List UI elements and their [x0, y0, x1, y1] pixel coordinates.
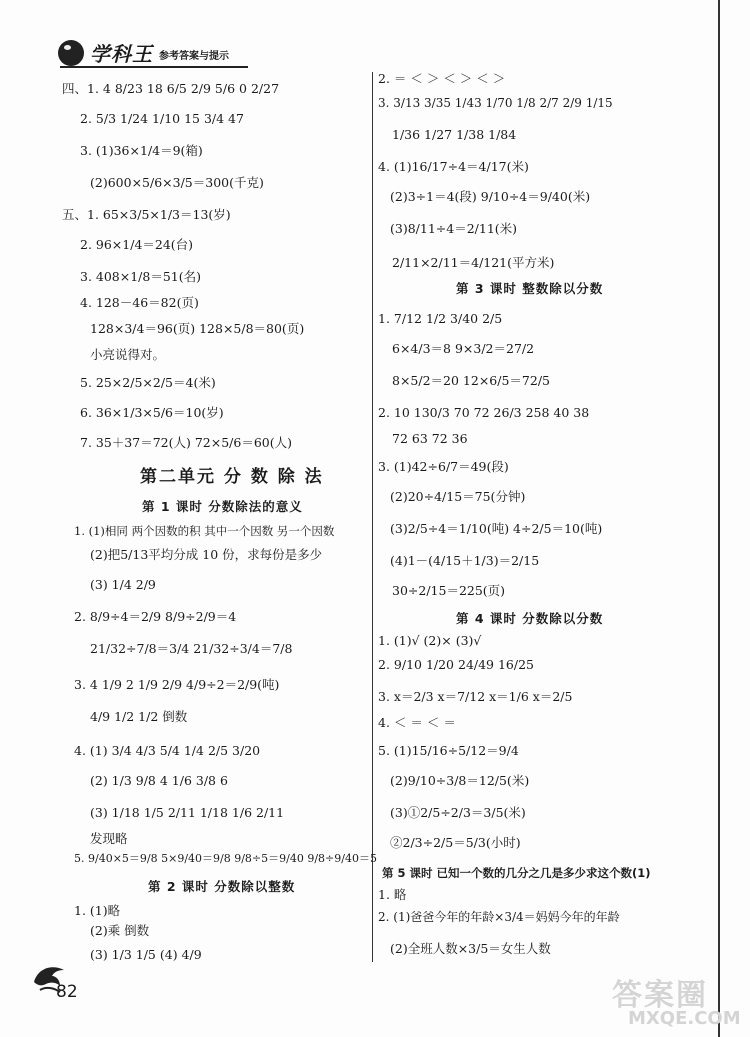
answer-line: (2)3÷1＝4(段) 9/10÷4＝9/40(米)	[390, 189, 591, 204]
answer-line: 4. 128－46＝82(页)	[80, 295, 199, 310]
answer-line: 2. 8/9÷4＝2/9 8/9÷2/9＝4	[74, 609, 237, 624]
answer-line: ②2/3÷2/5＝5/3(小时)	[390, 835, 521, 850]
brand-logo: 学科王	[90, 42, 153, 66]
answer-line: (2)乘 倒数	[90, 923, 150, 938]
answer-line: 1. (1)略	[74, 903, 121, 918]
answer-line: 1. 略	[378, 887, 407, 902]
unit-title: 第二单元 分 数 除 法	[140, 467, 324, 487]
answer-line: (2)20÷4/15＝75(分钟)	[390, 489, 526, 504]
answer-line: 2. (1)爸爸今年的年龄×3/4＝妈妈今年的年龄	[378, 910, 620, 924]
answer-line: 3. 3/13 3/35 1/43 1/70 1/8 2/7 2/9 1/15	[378, 96, 613, 110]
header-subtitle: 参考答案与提示	[159, 51, 229, 62]
answer-line: 2. 10 130/3 70 72 26/3 258 40 38	[378, 405, 590, 420]
watermark-logo: 答案圈	[612, 978, 708, 1013]
answer-line: 128×3/4＝96(页) 128×5/8＝80(页)	[90, 321, 305, 336]
answer-line: (3) 1/18 1/5 2/11 1/18 1/6 2/11	[90, 805, 285, 820]
column-divider	[372, 72, 373, 962]
header-rule	[60, 66, 248, 68]
answer-line: (3)①2/5÷2/3＝3/5(米)	[390, 805, 526, 820]
answer-line: 6. 36×1/3×5/6＝10(岁)	[80, 405, 224, 420]
answer-line: (3)8/11÷4＝2/11(米)	[390, 221, 518, 236]
answer-line: (4)1－(4/15＋1/3)＝2/15	[390, 553, 540, 568]
answer-line: 2. 5/3 1/24 1/10 15 3/4 47	[80, 111, 244, 126]
answer-line: 21/32÷7/8＝3/4 21/32÷3/4＝7/8	[90, 641, 293, 656]
answer-line: 1/36 1/27 1/38 1/84	[392, 127, 517, 142]
answer-line: 4/9 1/2 1/2 倒数	[90, 709, 188, 724]
answer-line: (3) 1/4 2/9	[90, 577, 156, 592]
answer-line: 7. 35＋37＝72(人) 72×5/6＝60(人)	[80, 435, 292, 450]
answer-line: 3. x＝2/3 x＝7/12 x＝1/6 x＝2/5	[378, 689, 573, 704]
answer-line: 3. (1)36×1/4＝9(箱)	[80, 143, 203, 158]
answer-line: 6×4/3＝8 9×3/2＝27/2	[392, 341, 535, 356]
watermark-url: MXQE.COM	[628, 1008, 741, 1029]
answer-line: 2. ＝ ＜ ＞ ＜ ＞ ＜ ＞	[378, 71, 506, 86]
answer-line: 5. 25×2/5×2/5＝4(米)	[80, 375, 216, 390]
answer-line: 发现略	[90, 831, 128, 846]
answer-line: 小亮说得对。	[90, 347, 166, 362]
answer-line: 1. 7/12 1/2 3/40 2/5	[378, 311, 503, 326]
answer-line: (2)全班人数×3/5＝女生人数	[390, 941, 551, 956]
answer-line: 3. (1)42÷6/7＝49(段)	[378, 459, 509, 474]
answer-line: (2)9/10÷3/8＝12/5(米)	[390, 773, 530, 788]
lesson-title: 第 4 课时 分数除以分数	[456, 611, 604, 626]
answer-line: 四、1. 4 8/23 18 6/5 2/9 5/6 0 2/27	[62, 81, 280, 96]
answer-line: (2)600×5/6×3/5＝300(千克)	[90, 175, 264, 190]
answer-line: (3)2/5÷4＝1/10(吨) 4÷2/5＝10(吨)	[390, 521, 603, 536]
answer-line: (2) 1/3 9/8 4 1/6 3/8 6	[90, 773, 228, 788]
answer-line: 3. 4 1/9 2 1/9 2/9 4/9÷2＝2/9(吨)	[74, 677, 280, 692]
answer-line: 2. 96×1/4＝24(台)	[80, 237, 194, 252]
lesson-title: 第 3 课时 整数除以分数	[456, 281, 604, 296]
answer-line: 5. 9/40×5＝9/8 5×9/40＝9/8 9/8÷5＝9/40 9/8÷9/40＝5	[74, 852, 377, 865]
answer-line: 72 63 72 36	[392, 431, 468, 446]
lesson-title: 第 2 课时 分数除以整数	[148, 879, 296, 894]
answer-line: 2. 9/10 1/20 24/49 16/25	[378, 657, 535, 672]
answer-line: 30÷2/15＝225(页)	[392, 583, 506, 598]
answer-line: 1. (1)√ (2)× (3)√	[378, 633, 482, 648]
answer-line: 2/11×2/11＝4/121(平方米)	[392, 255, 555, 270]
answer-line: (2)把5/13平均分成 10 份，求每份是多少	[90, 547, 323, 562]
answer-line: 4. ＜ ＝ ＜ ＝	[378, 715, 456, 730]
answer-line: 8×5/2＝20 12×6/5＝72/5	[392, 373, 550, 388]
answer-line: 3. 408×1/8＝51(名)	[80, 269, 202, 284]
lesson-title: 第 1 课时 分数除法的意义	[142, 499, 303, 514]
volleyball-logo-icon	[58, 40, 84, 66]
answer-line: 1. (1)相同 两个因数的积 其中一个因数 另一个因数	[74, 524, 335, 538]
answer-line: 4. (1) 3/4 4/3 5/4 1/4 2/5 3/20	[74, 743, 261, 758]
answer-line: 五、1. 65×3/5×1/3＝13(岁)	[62, 207, 231, 222]
page-header	[58, 38, 229, 67]
answer-line: 4. (1)16/17÷4＝4/17(米)	[378, 159, 529, 174]
page-number: 82	[56, 982, 78, 1002]
lesson-title: 第 5 课时 已知一个数的几分之几是多少求这个数(1)	[382, 866, 651, 880]
answer-line: (3) 1/3 1/5 (4) 4/9	[90, 947, 202, 962]
answer-line: 5. (1)15/16÷5/12＝9/4	[378, 743, 519, 758]
page-edge-line	[718, 0, 720, 1037]
